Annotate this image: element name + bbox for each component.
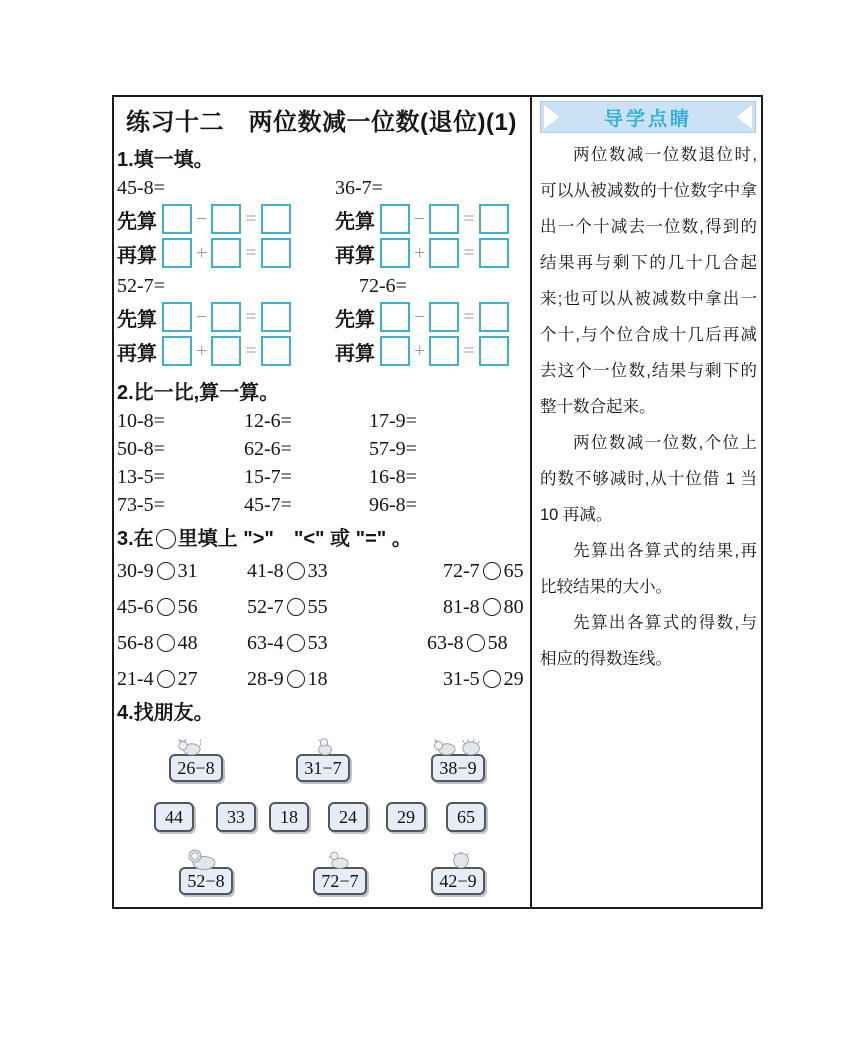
card-number: 24: [339, 807, 357, 827]
compare-circle[interactable]: [287, 562, 305, 580]
guide-paragraph: 两位数减一位数退位时,可以从被减数的十位数字中拿出一个十减去一位数,得到的结果再与剩下的几十几合起来;也可以从被减数中拿出一个十,与个位合成十几后再减去这个一位数,结果与剩下的整十数合起来。: [540, 146, 757, 416]
compare-circle[interactable]: [483, 598, 501, 616]
first-calc-row: [335, 204, 526, 234]
right-number: 48: [177, 632, 198, 654]
expression-card: [431, 867, 485, 895]
comparison-item: [443, 560, 526, 582]
card-expression: 52−8: [187, 871, 225, 891]
animal-doodle-icon: [460, 737, 484, 756]
compare-circle[interactable]: [157, 670, 175, 688]
fill-block: [117, 272, 335, 370]
section2-problem-grid: [117, 411, 526, 516]
fill-block: [335, 272, 526, 370]
comparison-item: [247, 632, 415, 654]
answer-box[interactable]: [429, 336, 459, 366]
equals-operator: =: [463, 207, 475, 230]
left-expression: 56-8: [117, 632, 154, 654]
answer-box[interactable]: [380, 204, 410, 234]
plus-operator: +: [414, 339, 426, 362]
answer-box[interactable]: [380, 302, 410, 332]
problem-expression: 13-5=: [117, 466, 165, 488]
right-number: 80: [503, 596, 524, 618]
right-number: 33: [307, 560, 328, 582]
left-expression: 81-8: [443, 596, 480, 618]
card-expression: 72−7: [321, 871, 359, 891]
section1-heading: 1.填一填。: [117, 149, 214, 171]
problem-expression: 17-9=: [369, 410, 417, 432]
answer-box[interactable]: [261, 238, 291, 268]
answer-box[interactable]: [162, 204, 192, 234]
first-calc-label: 先算: [335, 210, 375, 233]
card-number: 33: [227, 807, 245, 827]
comparison-item: [247, 668, 415, 690]
guide-paragraph: 两位数减一位数,个位上的数不够减时,从十位借 1 当 10 再减。: [540, 434, 757, 524]
card-expression: 31−7: [304, 758, 342, 778]
section3-heading: [117, 522, 526, 551]
fill-block: [335, 174, 526, 272]
animal-doodle-icon: [433, 737, 457, 756]
first-calc-label: 先算: [117, 210, 157, 233]
guide-banner: [540, 101, 756, 133]
left-expression: 52-7: [247, 596, 284, 618]
problem-expression: 57-9=: [369, 438, 417, 460]
problem-expression: 50-8=: [117, 438, 165, 460]
left-expression: 63-8: [427, 632, 464, 654]
left-expression: 63-4: [247, 632, 284, 654]
answer-box[interactable]: [211, 204, 241, 234]
left-expression: 45-6: [117, 596, 154, 618]
equals-operator: =: [463, 339, 475, 362]
problem-expression: 52-7=: [117, 275, 165, 297]
expression-card: [313, 867, 367, 895]
then-calc-label: 再算: [117, 244, 157, 267]
fill-block: [117, 174, 335, 272]
answer-box[interactable]: [380, 238, 410, 268]
animal-doodle-icon: [327, 850, 351, 869]
compare-circle[interactable]: [483, 670, 501, 688]
answer-box[interactable]: [261, 204, 291, 234]
section1-fill-grid: [117, 174, 526, 370]
animal-doodle-icon: [177, 737, 201, 756]
then-calc-row: [335, 336, 526, 366]
left-expression: 30-9: [117, 560, 154, 582]
card-expression: 38−9: [439, 758, 477, 778]
problem-expression: 45-8=: [117, 177, 165, 199]
guide-sidebar: [532, 97, 761, 907]
section4-matching-area: [117, 727, 526, 907]
problem-expression: 12-6=: [244, 410, 292, 432]
equals-operator: =: [463, 305, 475, 328]
right-number: 58: [487, 632, 508, 654]
animal-doodle-icon: [313, 737, 337, 756]
answer-box[interactable]: [479, 336, 509, 366]
problem-expression: 36-7=: [335, 177, 383, 199]
answer-box[interactable]: [380, 336, 410, 366]
right-number: 56: [177, 596, 198, 618]
equals-operator: =: [245, 207, 257, 230]
compare-circle[interactable]: [157, 562, 175, 580]
guide-paragraph: 先算出各算式的结果,再比较结果的大小。: [540, 542, 757, 596]
compare-circle[interactable]: [157, 634, 175, 652]
comparison-item: [117, 560, 247, 582]
left-expression: 72-7: [443, 560, 480, 582]
then-calc-label: 再算: [335, 244, 375, 267]
answer-box[interactable]: [211, 302, 241, 332]
first-calc-row: [117, 204, 335, 234]
equals-operator: =: [245, 241, 257, 264]
problem-expression: 73-5=: [117, 494, 165, 516]
compare-circle[interactable]: [467, 634, 485, 652]
equals-operator: =: [245, 305, 257, 328]
expression-card: [169, 754, 223, 782]
left-expression: 21-4: [117, 668, 154, 690]
answer-box[interactable]: [479, 302, 509, 332]
then-calc-label: 再算: [335, 342, 375, 365]
plus-operator: +: [414, 241, 426, 264]
answer-box[interactable]: [479, 238, 509, 268]
then-calc-row: [117, 238, 335, 268]
answer-card: [216, 802, 256, 832]
worksheet-main-column: [114, 97, 532, 907]
first-calc-row: [117, 302, 335, 332]
right-number: 65: [503, 560, 524, 582]
answer-box[interactable]: [162, 238, 192, 268]
minus-operator: −: [414, 207, 426, 230]
compare-circle[interactable]: [287, 670, 305, 688]
comparison-item: [117, 596, 247, 618]
answer-card: [269, 802, 309, 832]
right-number: 27: [177, 668, 198, 690]
circle-placeholder-icon: [156, 529, 176, 549]
answer-box[interactable]: [211, 336, 241, 366]
section3-heading-suffix: 里填上 ">" "<" 或 "=" 。: [177, 528, 412, 550]
comparison-item: [247, 560, 415, 582]
card-expression: 42−9: [439, 871, 477, 891]
minus-operator: −: [414, 305, 426, 328]
animal-doodle-icon: [449, 850, 473, 869]
comparison-item: [117, 668, 247, 690]
card-number: 29: [397, 807, 415, 827]
answer-box[interactable]: [429, 302, 459, 332]
equals-operator: =: [463, 241, 475, 264]
plus-operator: +: [196, 339, 208, 362]
expression-card: [179, 867, 233, 895]
comparison-item: [427, 632, 526, 654]
answer-card: [328, 802, 368, 832]
problem-expression: 45-7=: [244, 494, 292, 516]
right-number: 53: [307, 632, 328, 654]
left-expression: 41-8: [247, 560, 284, 582]
first-calc-label: 先算: [117, 308, 157, 331]
card-number: 44: [165, 807, 183, 827]
problem-expression: 15-7=: [244, 466, 292, 488]
minus-operator: −: [196, 207, 208, 230]
answer-box[interactable]: [261, 336, 291, 366]
guide-paragraph: 先算出各算式的得数,与相应的得数连线。: [540, 614, 757, 668]
compare-circle[interactable]: [287, 634, 305, 652]
answer-box[interactable]: [261, 302, 291, 332]
problem-expression: 62-6=: [244, 438, 292, 460]
page-title: 练习十二 两位数减一位数(退位)(1): [126, 109, 517, 136]
left-expression: 28-9: [247, 668, 284, 690]
answer-card: [446, 802, 486, 832]
card-number: 18: [280, 807, 298, 827]
section2-heading: 2.比一比,算一算。: [117, 382, 280, 404]
problem-expression: 16-8=: [369, 466, 417, 488]
animal-doodle-icon: [187, 848, 217, 870]
right-number: 18: [307, 668, 328, 690]
expression-card: [296, 754, 350, 782]
compare-circle[interactable]: [157, 598, 175, 616]
equals-operator: =: [245, 339, 257, 362]
left-expression: 31-5: [443, 668, 480, 690]
section3-heading-prefix: 3.在: [117, 528, 154, 550]
plus-operator: +: [196, 241, 208, 264]
then-calc-label: 再算: [117, 342, 157, 365]
answer-card: [386, 802, 426, 832]
card-expression: 26−8: [177, 758, 215, 778]
right-number: 29: [503, 668, 524, 690]
answer-box[interactable]: [479, 204, 509, 234]
comparison-item: [443, 596, 526, 618]
worksheet-page: [112, 95, 763, 909]
right-number: 31: [177, 560, 198, 582]
first-calc-label: 先算: [335, 308, 375, 331]
problem-expression: 96-8=: [369, 494, 417, 516]
section3-comparison-grid: [117, 560, 526, 690]
problem-expression: 10-8=: [117, 410, 165, 432]
minus-operator: −: [196, 305, 208, 328]
answer-box[interactable]: [211, 238, 241, 268]
comparison-item: [117, 632, 247, 654]
problem-expression: 72-6=: [359, 275, 407, 297]
compare-circle[interactable]: [287, 598, 305, 616]
then-calc-row: [117, 336, 335, 366]
answer-card: [154, 802, 194, 832]
answer-box[interactable]: [162, 336, 192, 366]
right-number: 55: [307, 596, 328, 618]
answer-box[interactable]: [162, 302, 192, 332]
answer-box[interactable]: [429, 238, 459, 268]
card-number: 65: [457, 807, 475, 827]
answer-box[interactable]: [429, 204, 459, 234]
compare-circle[interactable]: [483, 562, 501, 580]
guide-banner-title: 导学点睛: [603, 108, 692, 130]
first-calc-row: [335, 302, 526, 332]
expression-card: [431, 754, 485, 782]
comparison-item: [247, 596, 415, 618]
then-calc-row: [335, 238, 526, 268]
section4-heading: 4.找朋友。: [117, 702, 214, 724]
comparison-item: [443, 668, 526, 690]
